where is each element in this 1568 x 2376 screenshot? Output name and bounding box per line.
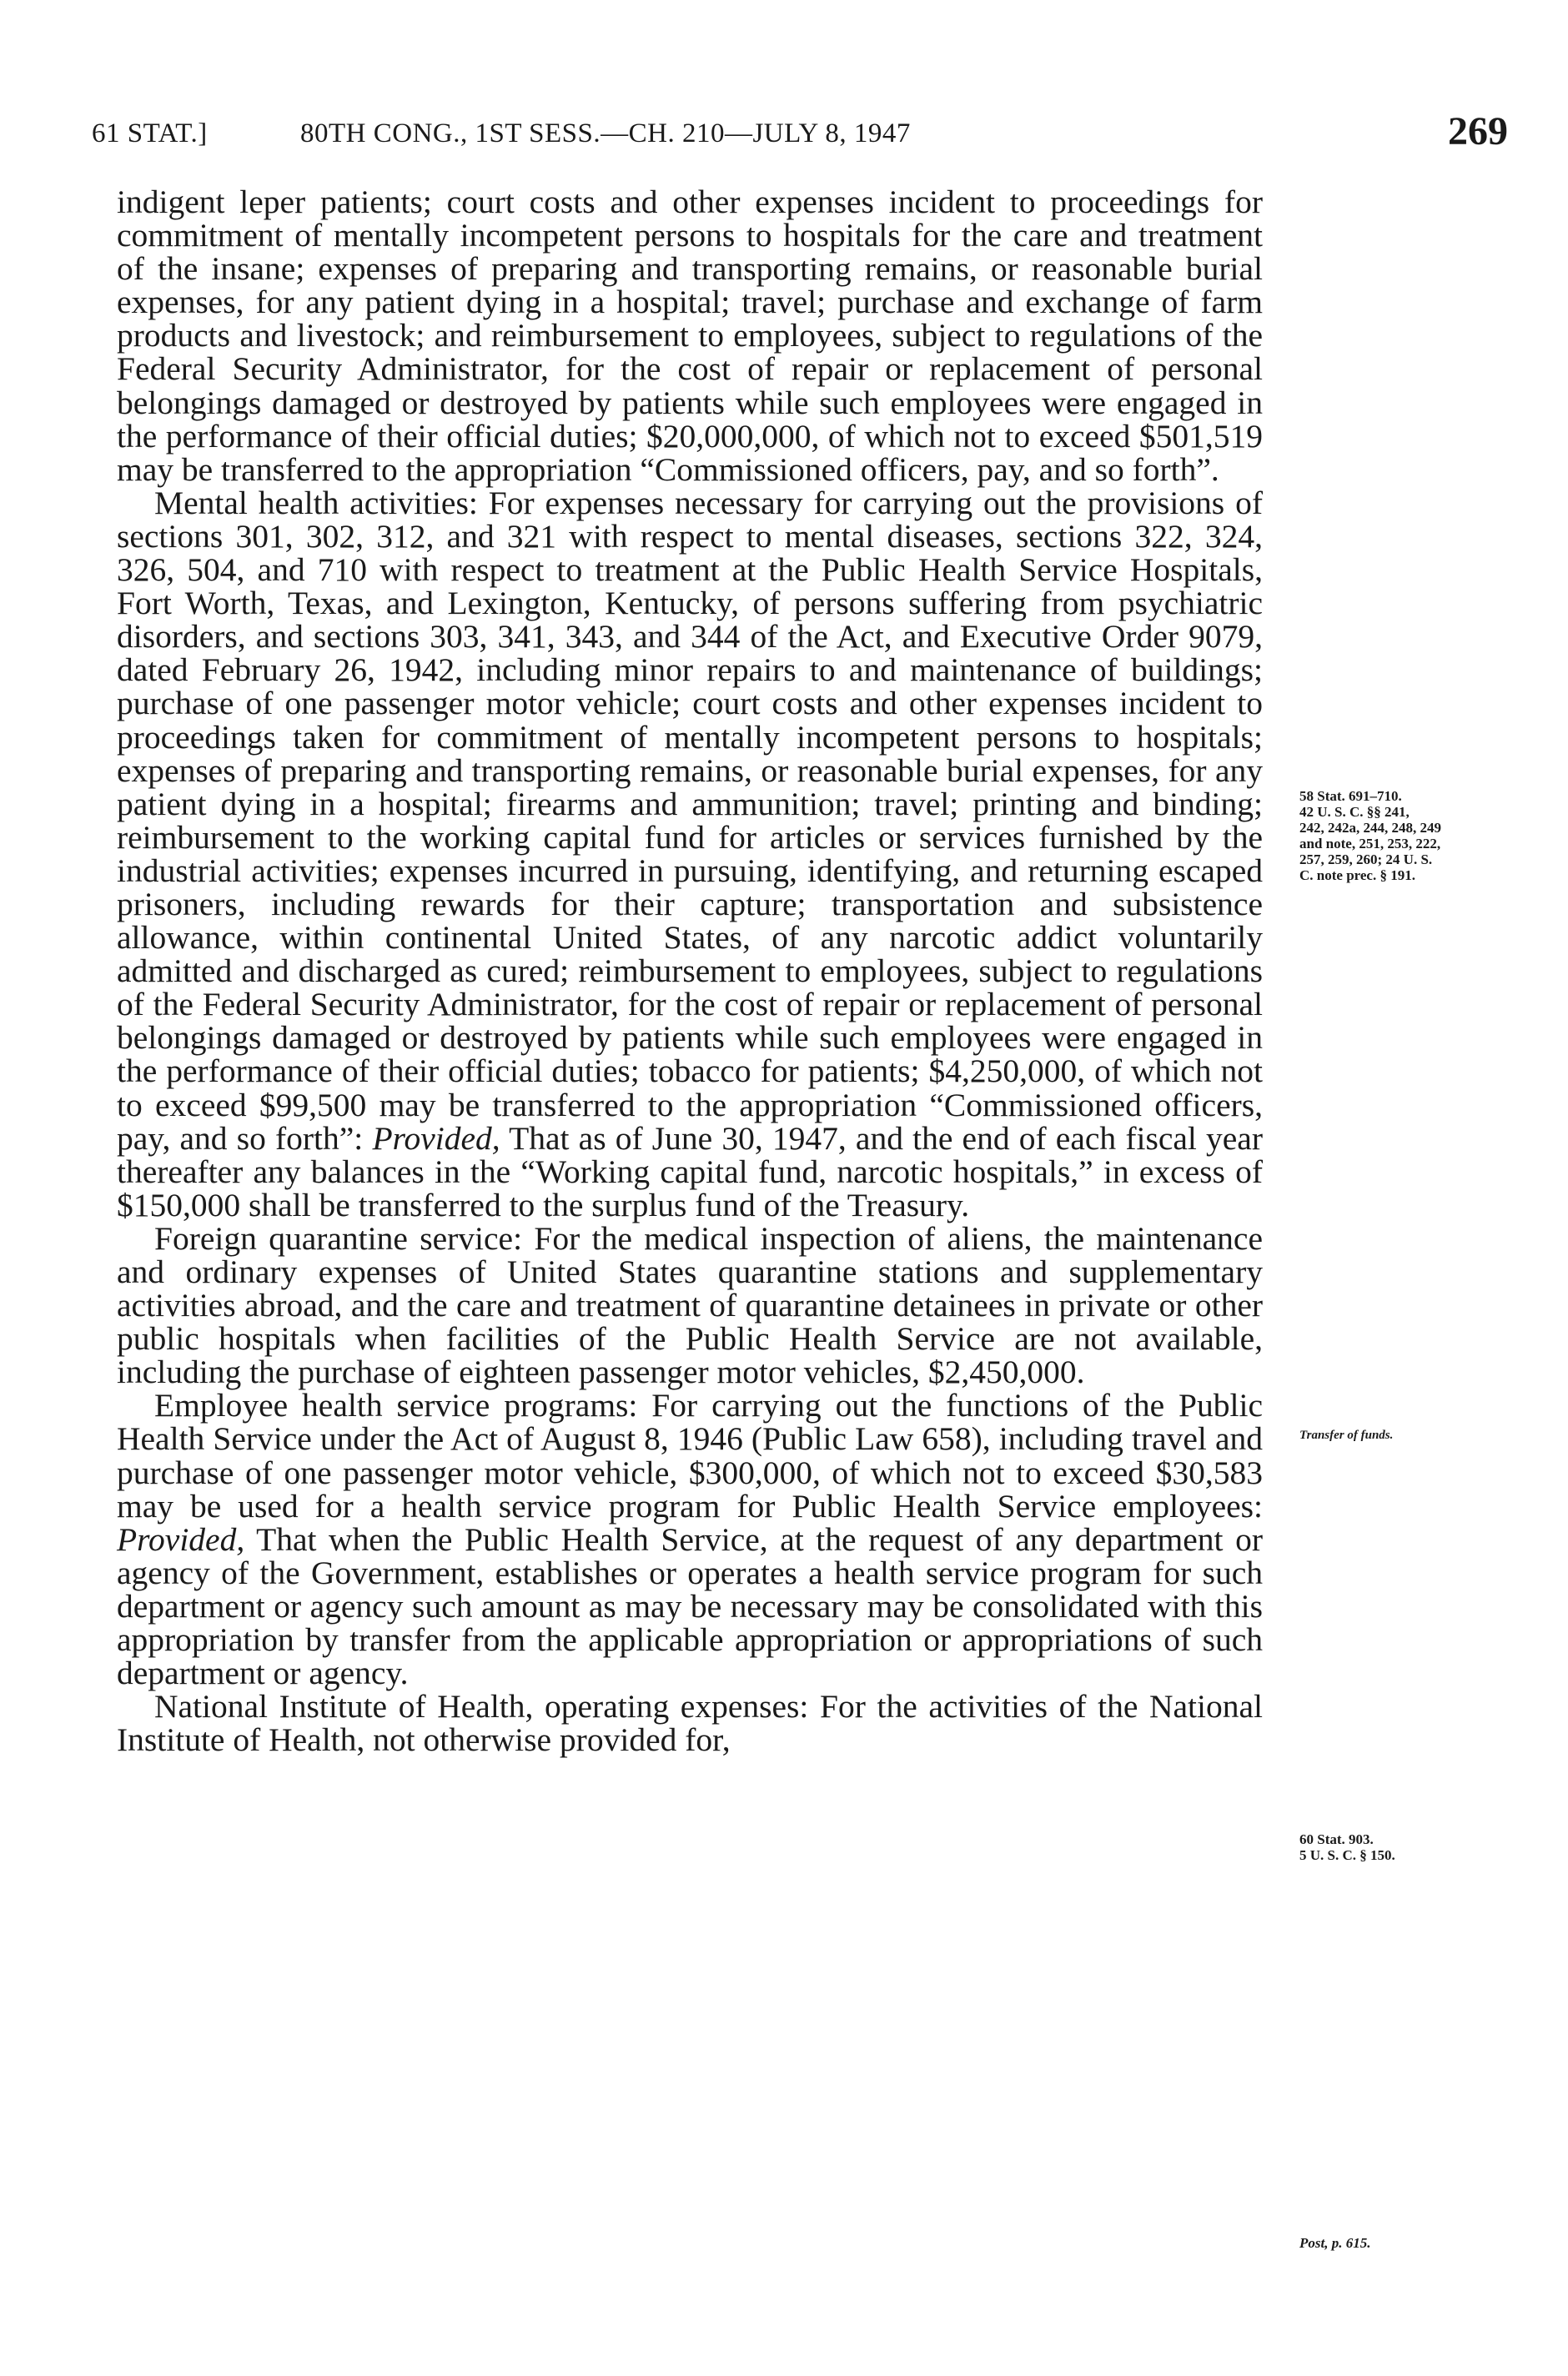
paragraph-employee-health [117,1389,1263,1690]
margin-note-line: 242, 242a, 244, 248, 249 [1299,820,1441,836]
margin-note-line: Post, p. 615. [1299,2235,1371,2251]
margin-note-line: and note, 251, 253, 222, [1299,836,1441,851]
paragraph-indigent-leper: indigent leper patients; court costs and other expenses incident to proceedings for commitment of mentally incompetent persons to hospitals for the care and treatment of the insane; expenses of preparing and transporting remains, or reasonable burial expenses, for any patient dying in a hospital; travel; purchase and exchange of farm products and livestock; and reimbursement to employees, subject to regulations of the Federal Security Administrator, for the cost of repair or replacement of personal belongings damaged or destroyed by patients while such employees were engaged in the performance of their official duties; $20,000,000, of which not to exceed $501,519 may be transferred to the appropriation “Commissioned officers, pay, and so forth”. [117,183,1263,488]
margin-note-line: 42 U. S. C. §§ 241, [1299,804,1410,820]
mental-health-text: Mental health activities: For expenses necessary for carrying out the provisions of sections 301, 302, 312, and 321 with respect to mental diseases, sections 322, 324, 326, 504, and 710 with respect to treatment at the Public Health Service Hospitals, Fort Worth, Texas, and Lexington, Kentucky, of persons suffering from psychiatric disorders, and sections 303, 341, 343, and 344 of the Act, and Executive Order 9079, dated February 26, 1942, including minor repairs to and maintenance of buildings; purchase of one passenger motor vehicle; court costs and other expenses incident to proceedings taken for commitment of mentally incompetent persons to hospitals; expenses of preparing and transporting remains, or reasonable burial expenses, for any patient dying in a hospital; firearms and ammunition; travel; printing and binding; reimbursement to the working capital fund for articles or services furnished by the industrial activities; expenses incurred in pursuing, identifying, and returning escaped prisoners, including rewards for their capture; transportation and subsistence allowance, within continental United States, of any narcotic addict voluntarily admitted and discharged as cured; reimbursement to employees, subject to regulations of the Federal Security Administrator, for the cost of repair or replacement of personal belongings damaged or destroyed by patients while such employees were engaged in the performance of their official duties; tobacco for patients; $4,250,000, of which not to exceed $99,500 may be transferred to the appropriation “Commissioned officers, pay, and so forth”: [117,484,1263,1157]
employee-health-text: Employee health service programs: For carrying out the functions of the Public Health Service under the Act of August 8, 1946 (Public Law 658), including travel and purchase of one passenger motor vehicle, $300,000, of which not to exceed $30,583 may be used for a health service program for Public Health Service employees: [117,1387,1263,1525]
margin-note-line: 60 Stat. 903. [1299,1831,1374,1847]
proviso-italic: Provided, [372,1119,500,1157]
margin-note-line: 257, 259, 260; 24 U. S. [1299,851,1433,867]
paragraph-foreign-quarantine: Foreign quarantine service: For the medical inspection of aliens, the maintenance and ordinary expenses of United States quarantine stations and supplementary activities abroad, and the care and treatment of quarantine detainees in private or other public hospitals when facilities of the Public Health Service are not available, including the purchase of eighteen passenger motor vehicles, $2,450,000. [117,1219,1263,1391]
margin-note-post [1299,2235,1550,2251]
employee-health-proviso: That when the Public Health Service, at the request of any department or agency of the Government, establishes or operates a health service program for such department or agency such amount as may be necessary may be consolidated with this appropriation by transfer from the applicable appropriation or appropriations of such department or agency. [117,1520,1263,1692]
paragraph-national-institute: National Institute of Health, operating expenses: For the activities of the National Institute of Health, not otherwise provided for, [117,1688,1263,1759]
page-number: 269 [1448,109,1508,153]
margin-note-citation [1299,788,1550,883]
volume-reference: 61 STAT.] [92,118,208,148]
running-header [92,109,1526,165]
margin-note-line: Transfer of funds. [1299,1429,1394,1442]
paragraph-mental-health [117,486,1263,1222]
margin-note-stat [1299,1831,1550,1863]
proviso-italic: Provided, [117,1520,245,1558]
mental-health-proviso: That as of June 30, 1947, and the end of each fiscal year thereafter any balances in the “Working capital fund, narcotic hospitals,” in excess of $150,000 shall be transferred to the surplus fund of the Treasury. [117,1119,1263,1223]
margin-note-line: C. note prec. § 191. [1299,867,1415,883]
session-reference: 80TH CONG., 1ST SESS.—CH. 210—JULY 8, 1947 [300,118,911,148]
margin-note-line: 5 U. S. C. § 150. [1299,1847,1395,1863]
margin-note-transfer [1299,1428,1550,1444]
margin-note-line: 58 Stat. 691–710. [1299,788,1402,804]
statute-body [117,183,1263,1759]
